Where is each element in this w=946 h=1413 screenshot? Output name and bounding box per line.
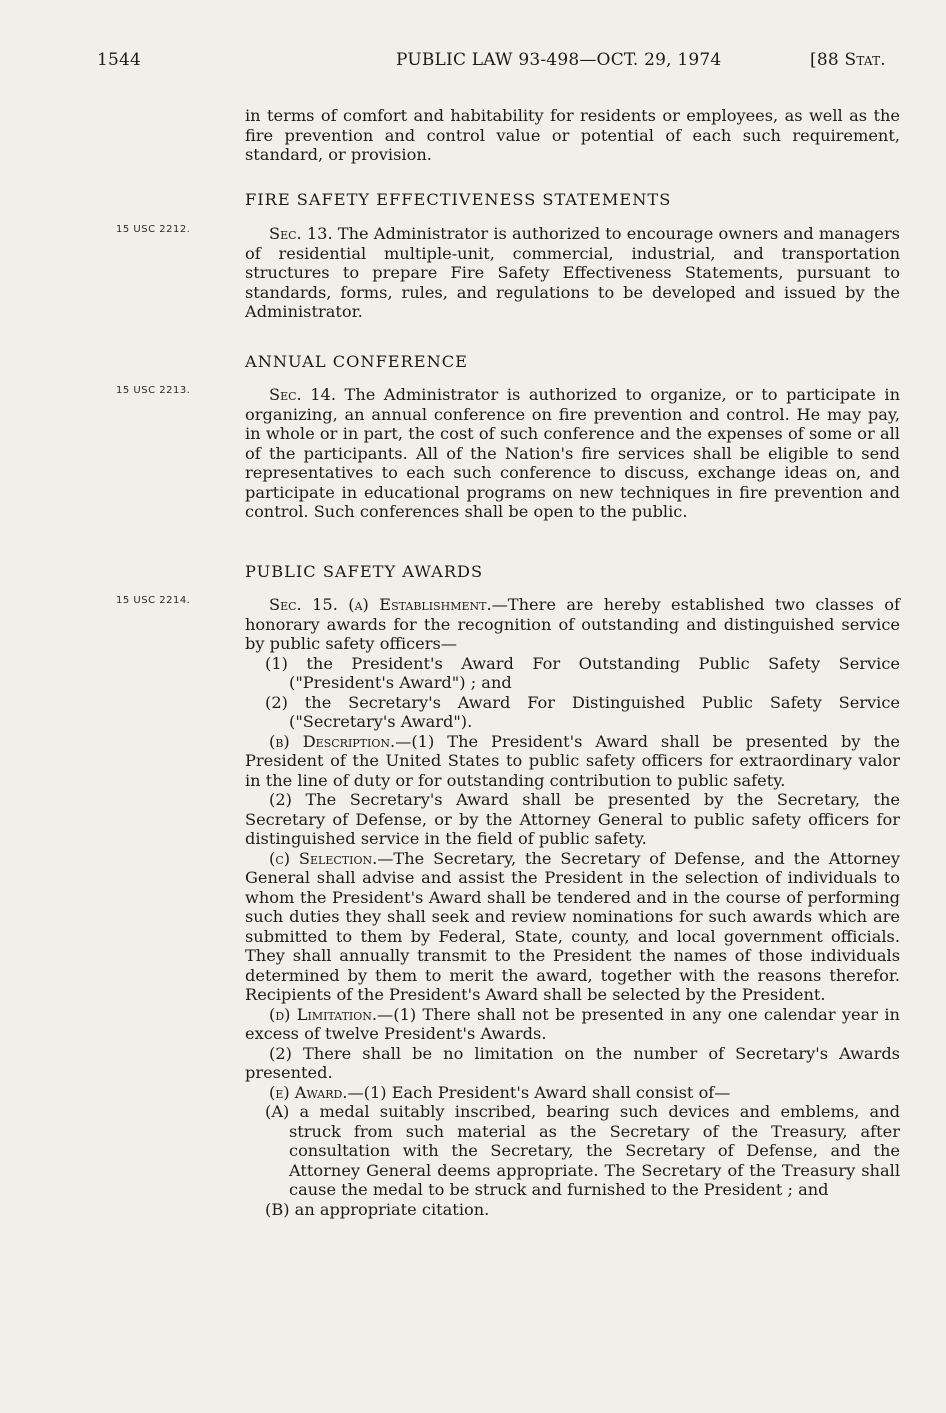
list-item: (2) the Secretary's Award For Distinguished Public Safety Service ("Secretary's Award").	[265, 692, 900, 731]
subsection-b1: (b) Description.—(1) The President's Award shall be presented by the President of the United States to public safety officers for extraordinary valor in the line of duty or for outstanding contribution to public safety.	[245, 731, 900, 790]
subsection-e1: (e) Award.—(1) Each President's Award shall consist of—	[269, 1082, 731, 1102]
subsection-d1: (d) Limitation.—(1) There shall not be presented in any one calendar year in excess of twelve President's Awards.	[245, 1004, 900, 1043]
section-13-text: Sec. 13. The Administrator is authorized to encourage owners and managers of residential multiple-unit, commercial, industrial, and transportation structures to prepare Fire Safety Effectiveness Statements, pursuant to standards, forms, rules, and regulations to be developed and issued by the Administrator.	[245, 224, 900, 321]
section-13	[245, 190, 900, 210]
section-label: Sec. 15.	[269, 595, 338, 614]
margin-citation-2212: 15 USC 2212.	[116, 224, 191, 235]
intro-block	[245, 106, 900, 165]
section-15	[245, 562, 900, 582]
margin-citation-2214: 15 USC 2214.	[116, 595, 191, 606]
subsection-c: (c) Selection.—The Secretary, the Secretary of Defense, and the Attorney General shall advise and assist the President in the selection of individuals to whom the President's Award shall be tendered and in the course of performing such duties they shall seek and review nominations for such awards which are submitted to them by Federal, State, county, and local government officials. They shall annually transmit to the President the names of those individuals determined by them to merit the award, together with the reasons therefor. Recipients of the President's Award shall be selected by the President.	[245, 848, 900, 1004]
margin-citation-2213: 15 USC 2213.	[116, 385, 191, 396]
page-number: 1544	[97, 50, 142, 70]
list-item: (B) an appropriate citation.	[265, 1199, 490, 1219]
stat-reference: [88 Stat.	[810, 50, 886, 70]
subsection-d2: (2) There shall be no limitation on the number of Secretary's Awards presented.	[245, 1043, 900, 1082]
section-heading: ANNUAL CONFERENCE	[245, 352, 468, 371]
section-heading: FIRE SAFETY EFFECTIVENESS STATEMENTS	[245, 190, 672, 209]
section-label: Sec. 14.	[269, 385, 336, 404]
section-14	[245, 352, 900, 372]
running-title: PUBLIC LAW 93-498—OCT. 29, 1974	[396, 50, 722, 70]
section-label: Sec. 13.	[269, 224, 333, 243]
list-item: (A) a medal suitably inscribed, bearing such devices and emblems, and struck from such material as the Secretary of the Treasury, after consultation with the Secretary, the Secretary of Defense, and the Attorney General deems appropriate. The Secretary of the Treasury shall cause the medal to be struck and furnished to the President ; and	[265, 1102, 900, 1199]
intro-paragraph: in terms of comfort and habitability for residents or employees, as well as the fire prevention and control value or potential of each such requirement, standard, or provision.	[245, 106, 900, 164]
section-14-text: Sec. 14. The Administrator is authorized to organize, or to participate in organizing, an annual conference on fire prevention and control. He may pay, in whole or in part, the cost of such conference and the expenses of some or all of the participants. All of the Nation's fire services shall be eligible to send representatives to each such conference to discuss, exchange ideas on, and participate in educational programs on new techniques in fire prevention and control. Such conferences shall be open to the public.	[245, 385, 900, 521]
section-15a-text: Sec. 15. (a) Establishment.—There are hereby established two classes of honorary awards for the recognition of outstanding and distinguished service by public safety officers—	[245, 595, 900, 653]
section-heading: PUBLIC SAFETY AWARDS	[245, 562, 484, 581]
list-item: (1) the President's Award For Outstanding Public Safety Service ("President's Award") ; and	[265, 653, 900, 692]
subsection-b2: (2) The Secretary's Award shall be presented by the Secretary, the Secretary of Defense, or by the Attorney General to public safety officers for distinguished service in the field of public safety.	[245, 790, 900, 848]
